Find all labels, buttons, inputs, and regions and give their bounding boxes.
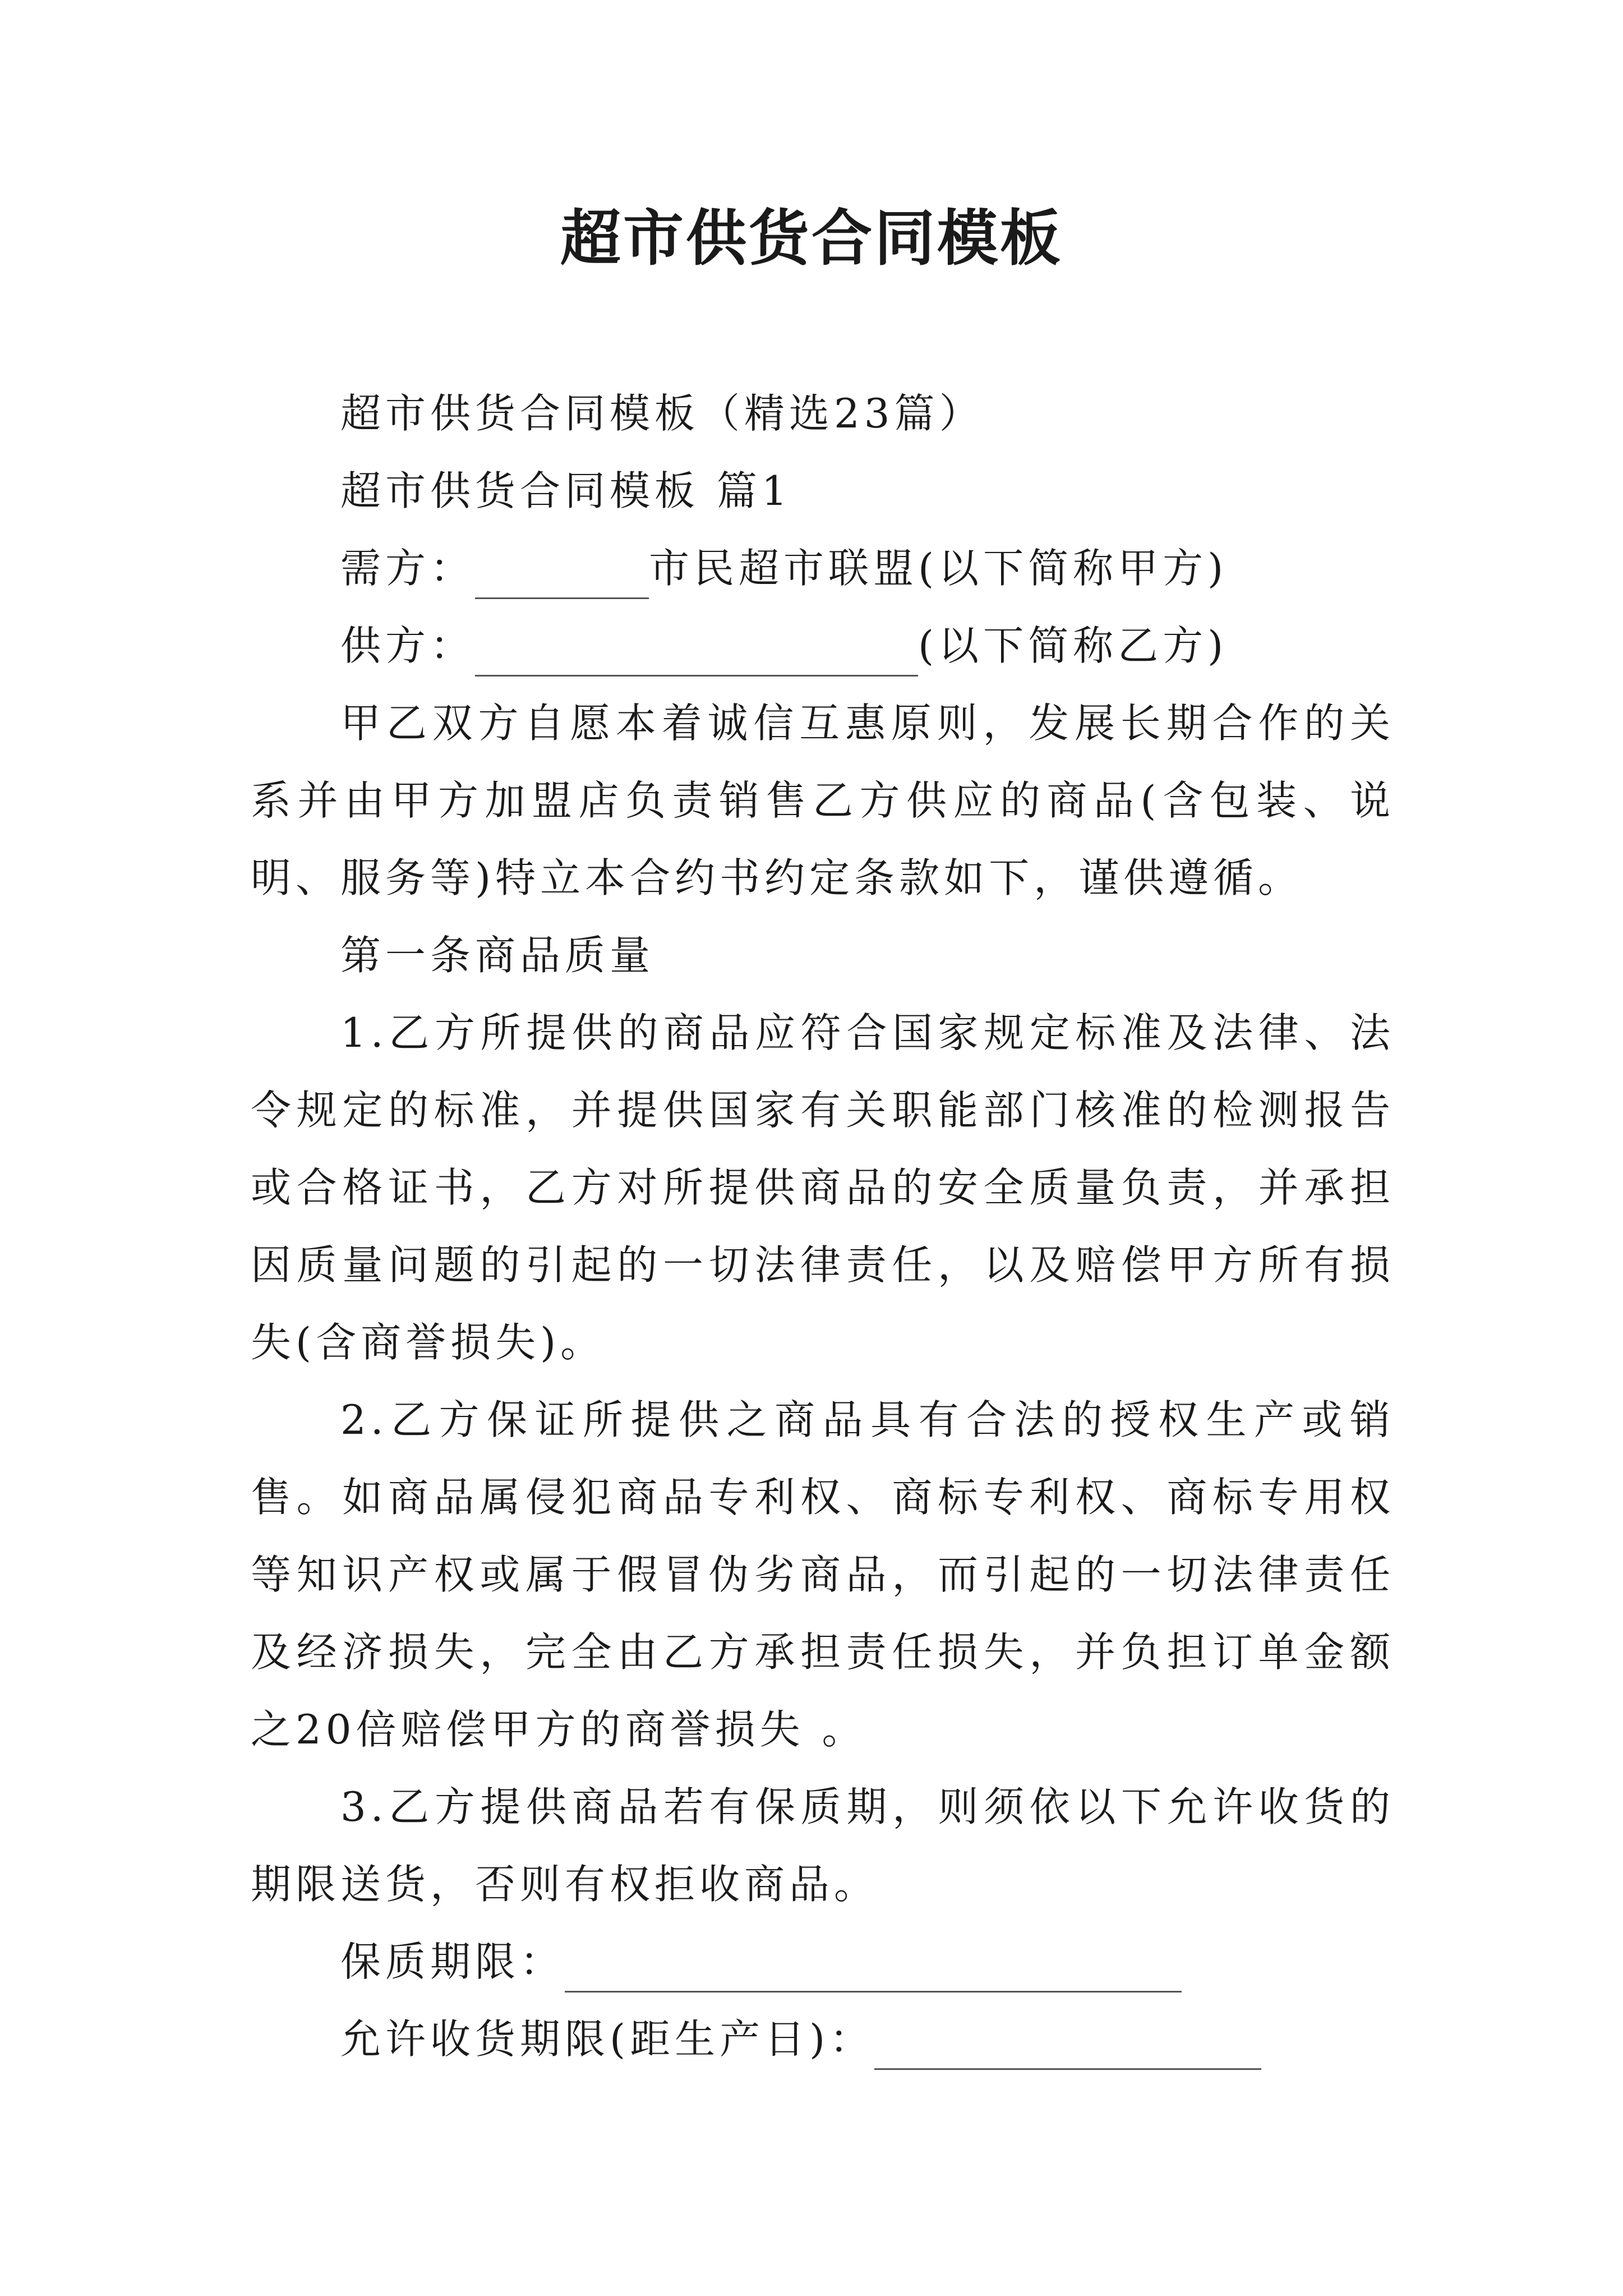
clause-1-paragraph: 1.乙方所提供的商品应符合国家规定标准及法律、法令规定的标准，并提供国家有关职能部门核准的检测报告或合格证书，乙方对所提供商品的安全质量负责，并承担因质量问题的引起的一切法律责任，以及赔偿甲方所有损失(含商誉损失)。 [251, 1009, 1395, 1366]
document-title: 超市供货合同模板 [560, 203, 1063, 274]
supplier-line [251, 607, 1395, 684]
clause-3-paragraph: 3.乙方提供商品若有保质期，则须依以下允许收货的期限送货，否则有权拒收商品。 [251, 1783, 1395, 1908]
allowed-period-label: 允许收货期限(距生产日)： [340, 2016, 875, 2063]
article-1-heading: 第一条商品质量 [340, 932, 655, 979]
shelf-life-line [251, 1923, 1395, 2000]
intro-paragraph: 甲乙双方自愿本着诚信互惠原则，发展长期合作的关系并由甲方加盟店负责销售乙方供应的商品(含包装、说明、服务等)特立本合约书约定条款如下，谨供遵循。 [251, 700, 1395, 901]
shelf-life-label: 保质期限： [340, 1938, 565, 1985]
demander-line [251, 530, 1395, 607]
supplier-blank [475, 628, 918, 677]
demander-label: 需方： [340, 545, 476, 592]
document-subtitle: 超市供货合同模板（精选23篇） [340, 390, 984, 437]
supplier-suffix: (以下简称乙方) [918, 622, 1228, 669]
allowed-period-line [251, 2000, 1395, 2078]
demander-blank [475, 550, 649, 599]
demander-suffix: 市民超市联盟(以下简称甲方) [649, 545, 1228, 592]
shelf-life-blank [565, 1944, 1182, 1993]
allowed-period-blank [874, 2021, 1261, 2070]
document-body [251, 375, 1395, 2078]
section-heading: 超市供货合同模板 篇1 [340, 467, 792, 514]
clause-2-paragraph: 2.乙方保证所提供之商品具有合法的授权生产或销售。如商品属侵犯商品专利权、商标专利权、商标专用权等知识产权或属于假冒伪劣商品，而引起的一切法律责任及经济损失，完全由乙方承担责任损失，并负担订单金额之20倍赔偿甲方的商誉损失 。 [251, 1396, 1395, 1753]
supplier-label: 供方： [340, 622, 476, 669]
